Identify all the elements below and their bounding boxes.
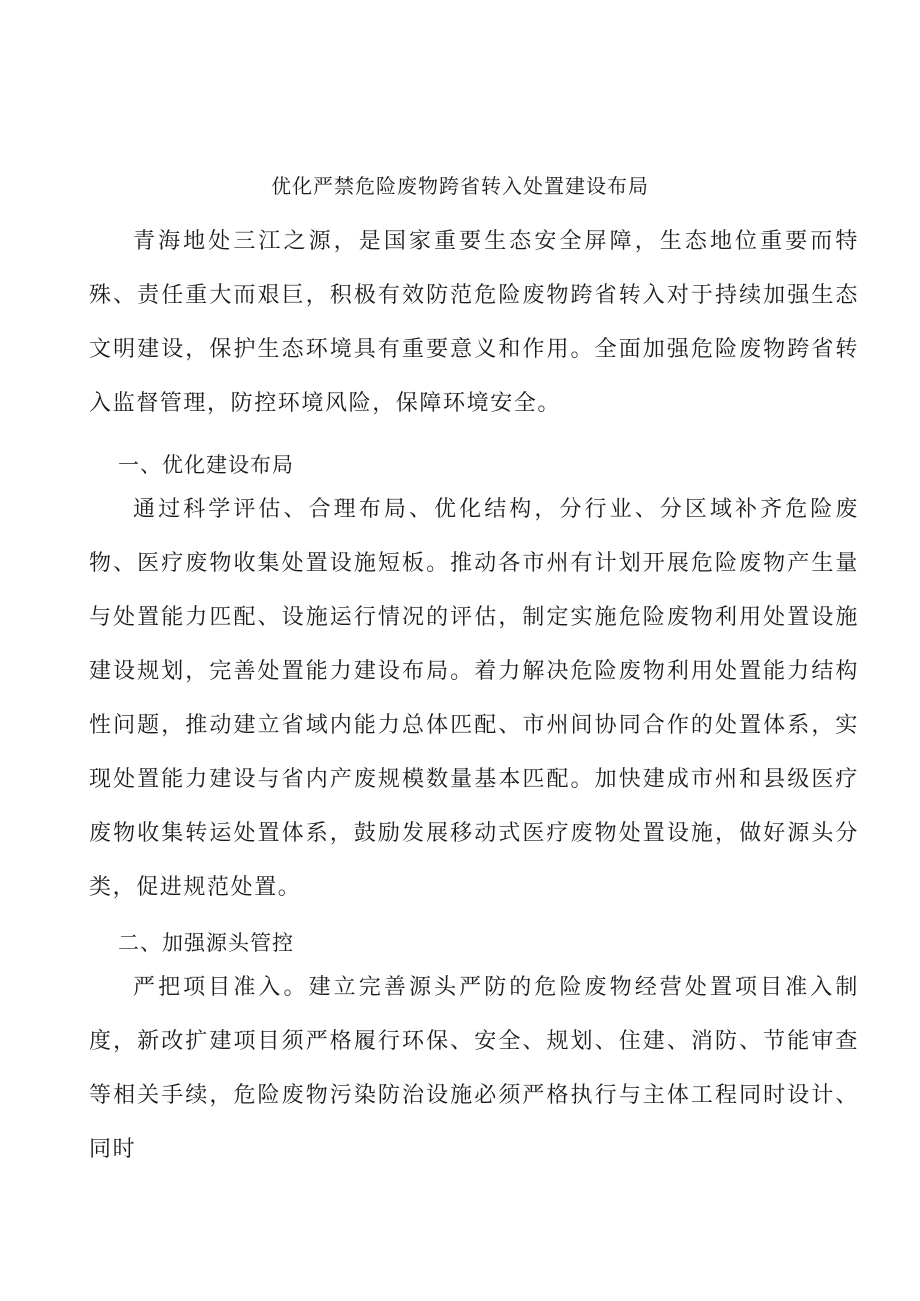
intro-paragraph: 青海地处三江之源，是国家重要生态安全屏障，生态地位重要而特殊、责任重大而艰巨，积极有效防范危险废物跨省转入对于持续加强生态文明建设，保护生态环境具有重要意义和作用。全面加强危险废物跨省转入监督管理，防控环境风险，保障环境安全。 (89, 229, 859, 416)
document-title: 优化严禁危险废物跨省转入处置建设布局 (271, 174, 649, 198)
section-heading-2: 二、加强源头管控 (118, 931, 294, 955)
section-body-2: 严把项目准入。建立完善源头严防的危险废物经营处置项目准入制度，新改扩建项目须严格履行环保、安全、规划、住建、消防、节能审查等相关手续，危险废物污染防治设施必须严格执行与主体工程同时设计、同时 (89, 975, 859, 1162)
section-heading-1: 一、优化建设布局 (118, 453, 294, 477)
section-body-1: 通过科学评估、合理布局、优化结构，分行业、分区域补齐危险废物、医疗废物收集处置设施短板。推动各市州有计划开展危险废物产生量与处置能力匹配、设施运行情况的评估，制定实施危险废物利用处置设施建设规划，完善处置能力建设布局。着力解决危险废物利用处置能力结构性问题，推动建立省域内能力总体匹配、市州间协同合作的处置体系，实现处置能力建设与省内产废规模数量基本匹配。加快建成市州和县级医疗废物收集转运处置体系，鼓励发展移动式医疗废物处置设施，做好源头分类，促进规范处置。 (89, 497, 859, 900)
